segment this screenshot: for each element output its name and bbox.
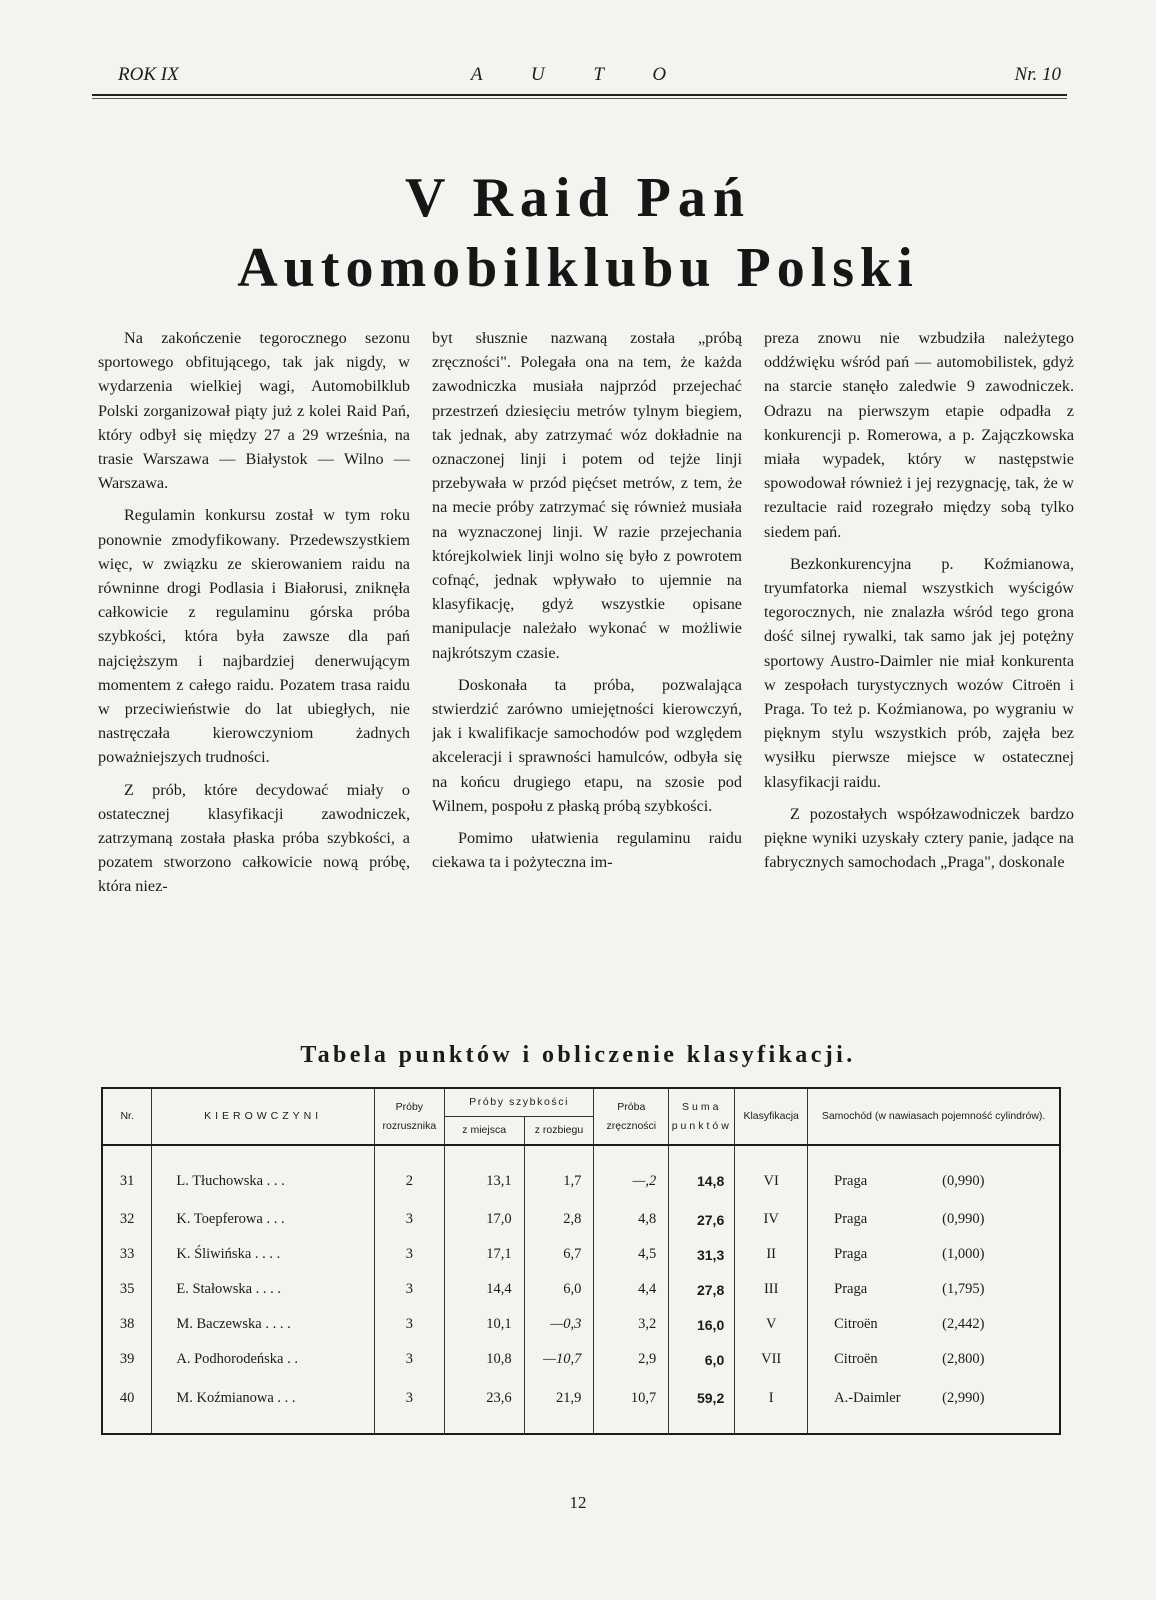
cell-suma: 59,2 — [669, 1377, 735, 1434]
cell-klasyfikacja: VII — [735, 1342, 808, 1377]
cell-klasyfikacja: IV — [735, 1202, 808, 1237]
cell-z-miejsca: 13,1 — [444, 1145, 524, 1202]
cell-suma: 14,8 — [669, 1145, 735, 1202]
paragraph: Regulamin konkursu został w tym roku ponownie zmodyfikowany. Przedewszystkiem więc, w związku ze skierowaniem raidu na równinne drogi Podlasia i Białorusi, zniknęła całkowicie z regulaminu górska próba szybkości, która była zawsze dla pań najcięższym i najbardziej denerwującym momentem z całego raidu. Pozatem trasa raidu w przeciwieństwie do lat ubiegłych, nie nastręczała kierowczyniom żadnych poważniejszych trudności. — [98, 506, 410, 767]
car-capacity: (1,795) — [942, 1281, 985, 1297]
paragraph: preza znowu nie wzbudziła należytego oddźwięku wśród pań — automobilistek, gdyż na starcie stanęło zaledwie 9 zawodniczek. Odrazu na pierwszym etapie odpadła z konkurencji p. Romerowa, a p. Zajączkowska miała wypadek, który w następstwie spowodował również i jej rezygnację, tak, że w rezultacie raid rozegrało między sobą tylko siedem pań. — [764, 329, 1074, 541]
cell-samochod — [808, 1342, 1060, 1377]
paragraph: Bezkonkurencyjna p. Koźmianowa, tryumfatorka niemal wszystkich wyścigów tegorocznych, nie znalazła wśród tego grona dość silnej rywalki, tak samo jak jej potężny sportowy Austro-Daimler nie miał konkurenta w zespołach turystycznych wozów Citroën i Praga. To też p. Koźmianowa, po wygraniu w pięknym stylu wszystkich prób, zajęła bez wysiłku pierwsze miejsce w ostatecznej klasyfikacji raidu. — [764, 554, 1074, 791]
cell-klasyfikacja: VI — [735, 1145, 808, 1202]
cell-z-rozbiegu: 6,0 — [524, 1272, 594, 1307]
car-capacity: (2,800) — [942, 1351, 985, 1367]
cell-suma: 27,6 — [669, 1202, 735, 1237]
cell-zrecznosc: 2,9 — [594, 1342, 669, 1377]
cell-zrecznosc: —,2 — [594, 1145, 669, 1202]
col-header-samochod: Samochód (w nawiasach pojemność cylindrów). — [808, 1088, 1060, 1145]
table-row — [102, 1272, 1060, 1307]
cell-klasyfikacja: V — [735, 1307, 808, 1342]
table-row — [102, 1202, 1060, 1237]
car-capacity: (0,990) — [942, 1211, 985, 1227]
cell-z-rozbiegu: 1,7 — [524, 1145, 594, 1202]
classification-table — [101, 1087, 1061, 1435]
cell-rozrusznik: 3 — [374, 1342, 444, 1377]
cell-z-miejsca: 17,0 — [444, 1202, 524, 1237]
cell-z-rozbiegu: —0,3 — [524, 1307, 594, 1342]
cell-samochod — [808, 1377, 1060, 1434]
cell-nr: 39 — [102, 1342, 152, 1377]
cell-z-miejsca: 10,1 — [444, 1307, 524, 1342]
cell-nr: 32 — [102, 1202, 152, 1237]
header-volume: ROK IX — [118, 64, 179, 85]
cell-samochod — [808, 1307, 1060, 1342]
article-column-3 — [764, 326, 1074, 986]
table-row — [102, 1342, 1060, 1377]
table-row — [102, 1377, 1060, 1434]
car-make: Praga — [834, 1211, 868, 1227]
table-row — [102, 1237, 1060, 1272]
cell-name: K. Toepferowa . . . — [152, 1202, 375, 1237]
header-rule — [92, 94, 1067, 99]
paragraph: Doskonała ta próba, pozwalająca stwierdzić zarówno umiejętności kierowczyń, jak i kwalifikacje samochodów pod względem akceleracji i sprawności hamulców, odbyła się na końcu drugiego etapu, na szosie pod Wilnem, pospołu z płaską próbą szybkości. — [432, 675, 742, 815]
col-header-proba-zrecznosci: Próba zręczności — [594, 1088, 669, 1145]
page-number: 12 — [569, 1493, 587, 1512]
cell-z-miejsca: 14,4 — [444, 1272, 524, 1307]
cell-rozrusznik: 3 — [374, 1377, 444, 1434]
car-make: Citroën — [834, 1316, 878, 1332]
paragraph: Z prób, które decydować miały o ostatecznej klasyfikacji zawodniczek, zatrzymaną została płaska próba szybkości, a pozatem stworzono całkowicie nową próbę, która niez- — [98, 780, 410, 896]
paragraph: byt słusznie nazwaną została „próbą zręczności". Polegała ona na tem, że każda zawodniczka musiała najprzód przejechać przestrzeń dziesięciu metrów tylnym biegiem, tak jednak, aby zatrzymać wóz dokładnie na oznaczonej linji i potem od tejże linji przebywała w przód pięćset metrów, z tem, że na mecie próby zatrzymać się również musiała na wyznaczonej linji. W razie przejechania którejkolwiek linji wolno się było z powrotem cofnąć, jednak wpływało to ujemnie na klasyfikację, gdyż wszystkie opisane manipulacje należało wykonać w możliwie najkrótszym czasie. — [432, 329, 742, 662]
article-column-2 — [432, 326, 742, 986]
cell-rozrusznik: 3 — [374, 1237, 444, 1272]
cell-z-rozbiegu: 2,8 — [524, 1202, 594, 1237]
car-capacity: (2,442) — [942, 1316, 985, 1332]
cell-z-rozbiegu: 21,9 — [524, 1377, 594, 1434]
cell-name: L. Tłuchowska . . . — [152, 1145, 375, 1202]
col-header-proby-szybkosci: Próby szybkości — [444, 1088, 594, 1117]
cell-zrecznosc: 4,5 — [594, 1237, 669, 1272]
car-capacity: (1,000) — [942, 1246, 985, 1262]
cell-name: M. Baczewska . . . . — [152, 1307, 375, 1342]
paragraph: Na zakończenie tegorocznego sezonu sportowego obfitującego, tak jak nigdy, w wydarzenia wielkiej wagi, Automobilklub Polski zorganizował piąty już z kolei Raid Pań, który odbył się między 27 a 29 września, na trasie Warszawa — Białystok — Wilno — Warszawa. — [98, 329, 410, 493]
cell-name: M. Koźmianowa . . . — [152, 1377, 375, 1434]
cell-z-miejsca: 10,8 — [444, 1342, 524, 1377]
cell-klasyfikacja: II — [735, 1237, 808, 1272]
paragraph: Z pozostałych współzawodniczek bardzo piękne wyniki uzyskały cztery panie, jadące na fabrycznych samochodach „Praga", doskonale — [764, 804, 1074, 872]
running-header — [92, 64, 1067, 90]
cell-rozrusznik: 3 — [374, 1272, 444, 1307]
car-capacity: (2,990) — [942, 1389, 985, 1406]
cell-z-rozbiegu: 6,7 — [524, 1237, 594, 1272]
col-header-nr: Nr. — [102, 1088, 152, 1145]
cell-nr: 31 — [102, 1145, 152, 1202]
cell-samochod — [808, 1202, 1060, 1237]
cell-name: A. Podhorodeńska . . — [152, 1342, 375, 1377]
article-column-1 — [98, 326, 410, 986]
cell-rozrusznik: 2 — [374, 1145, 444, 1202]
paragraph: Pomimo ułatwienia regulaminu raidu ciekawa ta i pożyteczna im- — [432, 829, 742, 872]
car-make: A.-Daimler — [834, 1389, 901, 1406]
article-title-line-2: Automobilklubu Polski — [237, 237, 919, 299]
col-header-suma-punktow: Suma punktów — [669, 1088, 735, 1145]
col-header-z-miejsca: z miejsca — [444, 1117, 524, 1146]
header-issue-number: Nr. 10 — [1014, 64, 1061, 85]
cell-zrecznosc: 3,2 — [594, 1307, 669, 1342]
header-magazine-name: A U T O — [470, 64, 689, 85]
article-title-line-1: V Raid Pań — [405, 167, 751, 229]
table-row — [102, 1307, 1060, 1342]
col-header-kierowczyni: KIEROWCZYNI — [152, 1088, 375, 1145]
cell-klasyfikacja: III — [735, 1272, 808, 1307]
cell-samochod — [808, 1237, 1060, 1272]
cell-zrecznosc: 4,4 — [594, 1272, 669, 1307]
cell-name: K. Śliwińska . . . . — [152, 1237, 375, 1272]
car-make: Praga — [834, 1246, 868, 1262]
cell-z-miejsca: 23,6 — [444, 1377, 524, 1434]
car-make: Praga — [834, 1172, 868, 1189]
cell-samochod — [808, 1145, 1060, 1202]
cell-suma: 31,3 — [669, 1237, 735, 1272]
cell-rozrusznik: 3 — [374, 1202, 444, 1237]
car-make: Citroën — [834, 1351, 878, 1367]
cell-z-rozbiegu: —10,7 — [524, 1342, 594, 1377]
cell-nr: 33 — [102, 1237, 152, 1272]
cell-suma: 16,0 — [669, 1307, 735, 1342]
col-header-proby-rozrusznika: Próby rozrusznika — [374, 1088, 444, 1145]
cell-suma: 6,0 — [669, 1342, 735, 1377]
cell-klasyfikacja: I — [735, 1377, 808, 1434]
cell-name: E. Stałowska . . . . — [152, 1272, 375, 1307]
table-row — [102, 1145, 1060, 1202]
table-title: Tabela punktów i obliczenie klasyfikacji. — [300, 1042, 856, 1068]
car-capacity: (0,990) — [942, 1172, 985, 1189]
car-make: Praga — [834, 1281, 868, 1297]
col-header-klasyfikacja: Klasyfikacja — [735, 1088, 808, 1145]
cell-nr: 38 — [102, 1307, 152, 1342]
cell-zrecznosc: 4,8 — [594, 1202, 669, 1237]
cell-nr: 40 — [102, 1377, 152, 1434]
cell-samochod — [808, 1272, 1060, 1307]
col-header-z-rozbiegu: z rozbiegu — [524, 1117, 594, 1146]
cell-rozrusznik: 3 — [374, 1307, 444, 1342]
cell-zrecznosc: 10,7 — [594, 1377, 669, 1434]
cell-nr: 35 — [102, 1272, 152, 1307]
cell-suma: 27,8 — [669, 1272, 735, 1307]
cell-z-miejsca: 17,1 — [444, 1237, 524, 1272]
